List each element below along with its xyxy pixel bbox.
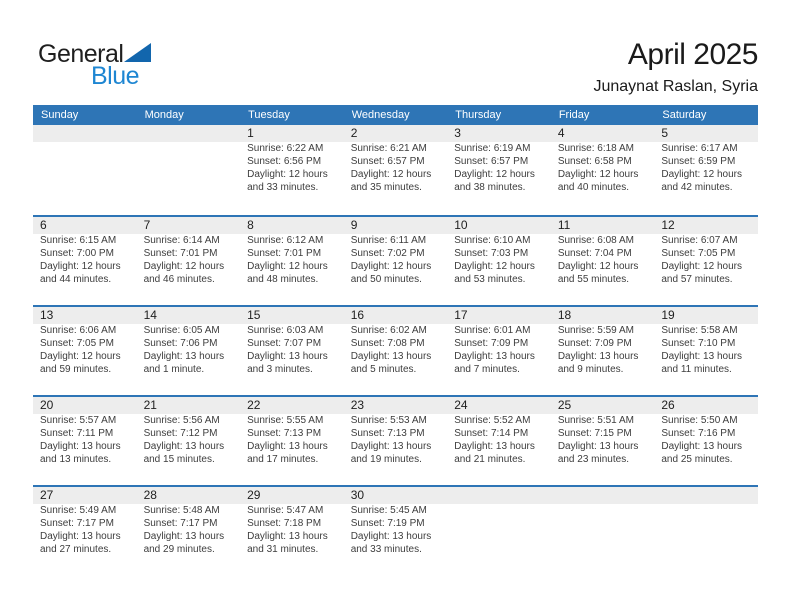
daylight-text: Daylight: 13 hours and 13 minutes. [40,441,121,465]
logo-text-blue: Blue [91,62,140,90]
calendar-day-cell-30 [344,487,448,575]
calendar-week-row-4 [33,395,758,485]
day-number: 22 [240,397,344,414]
daylight-text: Daylight: 12 hours and 59 minutes. [40,351,121,375]
daylight-text: Daylight: 12 hours and 44 minutes. [40,261,121,285]
sunset-text: Sunset: 7:16 PM [661,428,736,439]
sunrise-text: Sunrise: 5:49 AM [40,505,117,516]
sunrise-text: Sunrise: 5:58 AM [661,325,738,336]
daylight-text: Daylight: 13 hours and 9 minutes. [557,351,639,375]
sunrise-text: Sunrise: 5:55 AM [247,415,324,426]
day-number: 26 [654,397,758,414]
sunrise-text: Sunrise: 6:17 AM [661,143,738,154]
day-number: 11 [551,217,655,234]
daylight-text: Daylight: 13 hours and 25 minutes. [661,441,742,465]
weekday-header-wednesday: Wednesday [351,109,410,121]
sunset-text: Sunset: 7:11 PM [40,428,114,439]
calendar [33,105,758,575]
sunset-text: Sunset: 7:13 PM [247,428,322,439]
day-number: 5 [654,125,758,142]
daylight-text: Daylight: 12 hours and 50 minutes. [350,261,432,285]
calendar-day-cell-5 [654,125,758,215]
sunset-text: Sunset: 7:01 PM [247,248,322,259]
calendar-week-row-2 [33,215,758,305]
day-number: 7 [137,217,241,234]
calendar-day-cell-2 [344,125,448,215]
sunset-text: Sunset: 7:09 PM [557,338,632,349]
weekday-header-sunday: Sunday [41,109,79,121]
daylight-text: Daylight: 13 hours and 27 minutes. [40,531,121,555]
day-number: 13 [33,307,137,324]
sunrise-text: Sunrise: 6:07 AM [661,235,738,246]
sunrise-text: Sunrise: 6:18 AM [557,143,634,154]
day-number: 25 [551,397,655,414]
calendar-day-cell-20 [33,397,137,485]
day-number: 3 [447,125,551,142]
daylight-text: Daylight: 12 hours and 55 minutes. [557,261,639,285]
day-number: 24 [447,397,551,414]
daylight-text: Daylight: 13 hours and 29 minutes. [143,531,225,555]
sunrise-text: Sunrise: 6:22 AM [247,143,324,154]
day-number: 1 [240,125,344,142]
sunset-text: Sunset: 6:56 PM [247,156,322,167]
sunrise-text: Sunrise: 6:05 AM [143,325,220,336]
daylight-text: Daylight: 13 hours and 7 minutes. [454,351,535,375]
calendar-day-cell-28 [137,487,241,575]
weekday-header-saturday: Saturday [662,109,707,121]
weekday-header-monday: Monday [144,109,184,121]
sunrise-text: Sunrise: 6:01 AM [454,325,531,336]
daylight-text: Daylight: 13 hours and 23 minutes. [557,441,639,465]
calendar-day-cell-18 [551,307,655,395]
daylight-text: Daylight: 12 hours and 35 minutes. [350,169,432,193]
daylight-text: Daylight: 13 hours and 31 minutes. [247,531,328,555]
calendar-day-cell-4 [551,125,655,215]
page-title: April 2025 [627,38,758,71]
day-number: 23 [344,397,448,414]
sunrise-text: Sunrise: 6:19 AM [454,143,531,154]
calendar-day-cell-21 [137,397,241,485]
calendar-day-cell-empty [551,487,655,575]
day-number [137,125,241,142]
day-number: 10 [447,217,551,234]
daylight-text: Daylight: 13 hours and 5 minutes. [350,351,432,375]
calendar-day-cell-1 [240,125,344,215]
day-number: 2 [344,125,448,142]
daylight-text: Daylight: 13 hours and 3 minutes. [247,351,328,375]
day-number: 15 [240,307,344,324]
daylight-text: Daylight: 12 hours and 40 minutes. [557,169,639,193]
daylight-text: Daylight: 12 hours and 46 minutes. [143,261,225,285]
daylight-text: Daylight: 13 hours and 19 minutes. [350,441,432,465]
sunrise-text: Sunrise: 6:10 AM [454,235,531,246]
daylight-text: Daylight: 13 hours and 17 minutes. [247,441,328,465]
day-number: 27 [33,487,137,504]
sunrise-text: Sunrise: 5:45 AM [350,505,427,516]
day-number: 19 [654,307,758,324]
day-number [447,487,551,504]
sunrise-text: Sunrise: 5:56 AM [143,415,220,426]
day-number [33,125,137,142]
daylight-text: Daylight: 13 hours and 21 minutes. [454,441,535,465]
sunrise-text: Sunrise: 6:14 AM [143,235,220,246]
sunset-text: Sunset: 7:02 PM [350,248,425,259]
calendar-day-cell-3 [447,125,551,215]
daylight-text: Daylight: 12 hours and 38 minutes. [454,169,535,193]
day-number: 8 [240,217,344,234]
weekday-header-friday: Friday [558,109,590,121]
day-number [654,487,758,504]
calendar-grid [33,125,758,575]
day-number: 12 [654,217,758,234]
sunset-text: Sunset: 7:12 PM [143,428,218,439]
logo-text-general: General [38,40,124,68]
sunset-text: Sunset: 7:07 PM [247,338,322,349]
calendar-day-cell-empty [654,487,758,575]
sunset-text: Sunset: 6:57 PM [350,156,425,167]
calendar-week-row-5 [33,485,758,575]
sunset-text: Sunset: 6:57 PM [454,156,529,167]
calendar-day-cell-25 [551,397,655,485]
day-number: 9 [344,217,448,234]
calendar-day-cell-8 [240,217,344,305]
calendar-day-cell-14 [137,307,241,395]
calendar-week-row-3 [33,305,758,395]
sunset-text: Sunset: 7:01 PM [143,248,218,259]
sunset-text: Sunset: 7:18 PM [247,518,322,529]
sunset-text: Sunset: 7:05 PM [661,248,736,259]
calendar-day-cell-24 [447,397,551,485]
calendar-day-cell-empty [33,125,137,215]
sunrise-text: Sunrise: 6:12 AM [247,235,324,246]
calendar-day-cell-7 [137,217,241,305]
sunrise-text: Sunrise: 5:52 AM [454,415,531,426]
sunset-text: Sunset: 7:06 PM [143,338,218,349]
calendar-day-cell-16 [344,307,448,395]
sunset-text: Sunset: 7:10 PM [661,338,736,349]
day-number [551,487,655,504]
daylight-text: Daylight: 13 hours and 11 minutes. [661,351,742,375]
day-number: 18 [551,307,655,324]
sunrise-text: Sunrise: 6:03 AM [247,325,324,336]
sunset-text: Sunset: 7:17 PM [143,518,218,529]
calendar-day-cell-6 [33,217,137,305]
daylight-text: Daylight: 13 hours and 1 minute. [143,351,225,375]
day-number: 20 [33,397,137,414]
sunrise-text: Sunrise: 6:21 AM [350,143,427,154]
sunset-text: Sunset: 7:13 PM [350,428,425,439]
day-number: 16 [344,307,448,324]
calendar-day-cell-12 [654,217,758,305]
sunrise-text: Sunrise: 5:53 AM [350,415,427,426]
calendar-day-cell-13 [33,307,137,395]
title-block [593,38,758,96]
sunset-text: Sunset: 6:59 PM [661,156,736,167]
day-number: 29 [240,487,344,504]
calendar-week-row-1 [33,125,758,215]
weekday-header-tuesday: Tuesday [248,109,290,121]
sunset-text: Sunset: 7:19 PM [350,518,425,529]
sunset-text: Sunset: 7:04 PM [557,248,632,259]
sunset-text: Sunset: 7:05 PM [40,338,114,349]
calendar-day-cell-23 [344,397,448,485]
sunset-text: Sunset: 7:17 PM [40,518,114,529]
calendar-day-cell-17 [447,307,551,395]
weekday-header-row [33,105,758,125]
sunrise-text: Sunrise: 6:15 AM [40,235,117,246]
page-subtitle: Junaynat Raslan, Syria [593,78,758,95]
calendar-day-cell-22 [240,397,344,485]
weekday-header-thursday: Thursday [455,109,502,121]
sunset-text: Sunset: 7:08 PM [350,338,425,349]
daylight-text: Daylight: 12 hours and 42 minutes. [661,169,742,193]
sunset-text: Sunset: 7:00 PM [40,248,114,259]
logo-triangle-icon [124,43,151,62]
calendar-day-cell-11 [551,217,655,305]
daylight-text: Daylight: 12 hours and 53 minutes. [454,261,535,285]
day-number: 6 [33,217,137,234]
sunrise-text: Sunrise: 6:11 AM [350,235,427,246]
sunrise-text: Sunrise: 6:02 AM [350,325,427,336]
calendar-day-cell-9 [344,217,448,305]
daylight-text: Daylight: 13 hours and 33 minutes. [350,531,432,555]
daylight-text: Daylight: 13 hours and 15 minutes. [143,441,225,465]
daylight-text: Daylight: 12 hours and 33 minutes. [247,169,328,193]
calendar-day-cell-15 [240,307,344,395]
day-number: 30 [344,487,448,504]
general-blue-logo [38,40,178,91]
sunset-text: Sunset: 7:14 PM [454,428,529,439]
calendar-day-cell-10 [447,217,551,305]
day-number: 21 [137,397,241,414]
sunrise-text: Sunrise: 5:47 AM [247,505,324,516]
sunset-text: Sunset: 7:03 PM [454,248,529,259]
sunrise-text: Sunrise: 6:08 AM [557,235,634,246]
calendar-day-cell-empty [447,487,551,575]
day-number: 14 [137,307,241,324]
calendar-day-cell-29 [240,487,344,575]
sunrise-text: Sunrise: 5:59 AM [557,325,634,336]
calendar-day-cell-19 [654,307,758,395]
day-number: 28 [137,487,241,504]
sunrise-text: Sunrise: 5:51 AM [557,415,634,426]
daylight-text: Daylight: 12 hours and 57 minutes. [661,261,742,285]
day-number: 4 [551,125,655,142]
sunrise-text: Sunrise: 5:50 AM [661,415,738,426]
day-number: 17 [447,307,551,324]
calendar-day-cell-27 [33,487,137,575]
sunrise-text: Sunrise: 5:48 AM [143,505,220,516]
sunset-text: Sunset: 6:58 PM [557,156,632,167]
daylight-text: Daylight: 12 hours and 48 minutes. [247,261,328,285]
calendar-day-cell-empty [137,125,241,215]
calendar-day-cell-26 [654,397,758,485]
sunset-text: Sunset: 7:09 PM [454,338,529,349]
sunrise-text: Sunrise: 5:57 AM [40,415,117,426]
sunset-text: Sunset: 7:15 PM [557,428,632,439]
sunrise-text: Sunrise: 6:06 AM [40,325,117,336]
